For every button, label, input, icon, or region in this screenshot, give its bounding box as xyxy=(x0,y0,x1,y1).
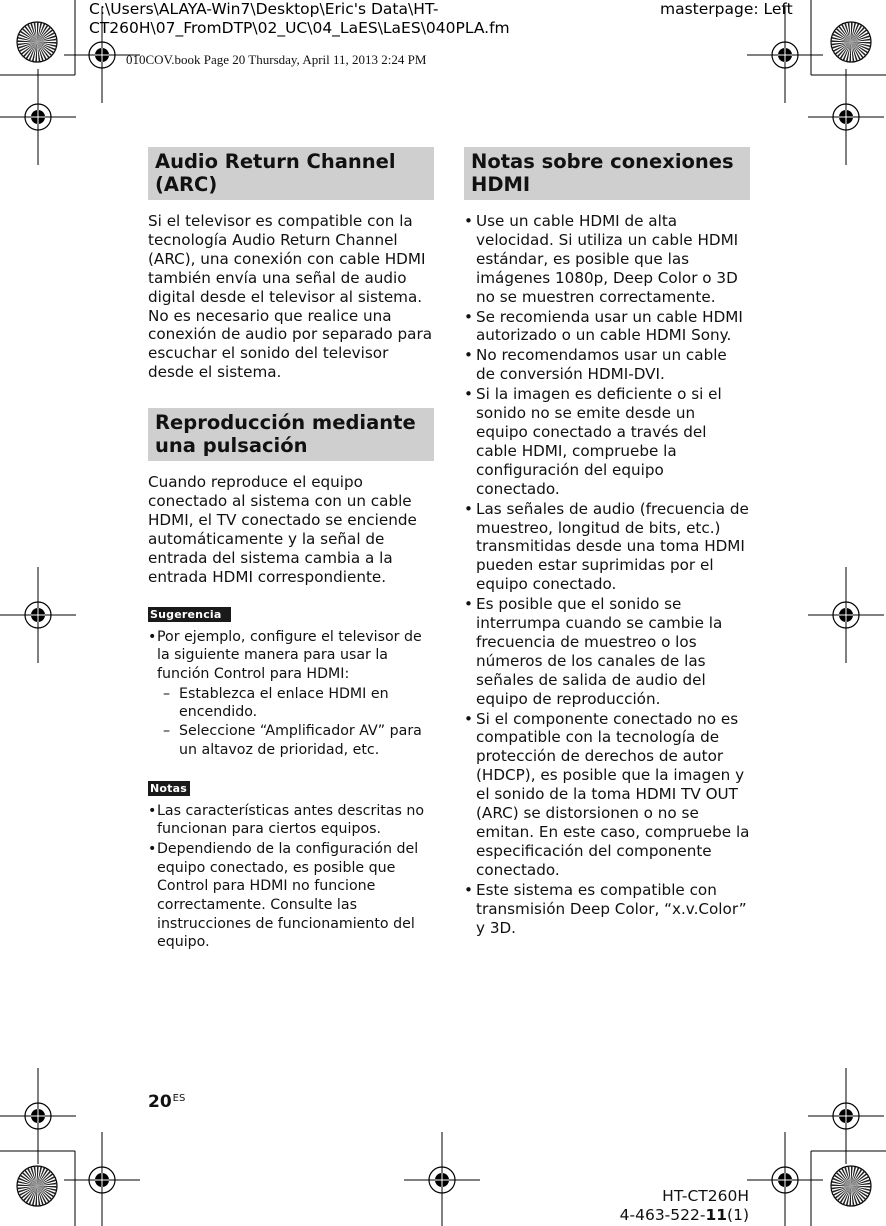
crosshair-mark-icon xyxy=(808,567,884,663)
list-item: • Este sistema es compatible con transmisión Deep Color, “x.v.Color” y 3D. xyxy=(464,881,750,938)
list-item: – Establezca el enlace HDMI en encendido. xyxy=(163,685,434,722)
list-item: • Dependiendo de la configuración del equipo conectado, es posible que Control para HDMI no funcione correctamente. Consulte las instrucciones de funcionamiento del equipo. xyxy=(148,840,434,952)
list-item: • Si el componente conectado no es compatible con la tecnología de protección de derechos de autor (HDCP), es posible que la imagen y el sonido de la toma HDMI TV OUT (ARC) se distorsionen o no se emitan. En este caso, compruebe la especificación del componente conectado. xyxy=(464,710,750,880)
left-column xyxy=(148,147,434,953)
list-item: • Se recomienda usar un cable HDMI autorizado o un cable HDMI Sony. xyxy=(464,308,750,346)
arc-heading: Audio Return Channel (ARC) xyxy=(148,147,434,200)
crosshair-mark-icon xyxy=(64,1132,140,1226)
part-number-prefix: 4-463-522- xyxy=(619,1206,706,1224)
model-info xyxy=(620,1187,749,1225)
part-number-revision: 11 xyxy=(705,1206,728,1224)
crosshair-mark-icon xyxy=(404,1132,480,1226)
file-path-header: C:\Users\ALAYA-Win7\Desktop\Eric's Data\HT-CT260H\07_FromDTP\02_UC\04_LaES\LaES\040PLA.fm xyxy=(89,0,510,37)
list-item: • Es posible que el sonido se interrumpa cuando se cambie la frecuencia de muestreo o los números de los canales de las señales de salida de audio del equipo de reproducción. xyxy=(464,595,750,708)
sugerencia-tag: Sugerencia xyxy=(148,607,231,622)
sugerencia-list xyxy=(148,628,434,760)
crosshair-mark-icon xyxy=(747,1132,823,1226)
one-touch-heading: Reproducción mediante una pulsación xyxy=(148,408,434,461)
sugerencia-sublist xyxy=(163,685,434,760)
arc-paragraph: Si el televisor es compatible con la tecnología Audio Return Channel (ARC), una conexión con cable HDMI también envía una señal de audio digital desde el televisor al sistema. No es necesario que realice una conexión de audio por separado para escuchar el sonido del televisor desde el sistema. xyxy=(148,212,433,382)
list-item: • Use un cable HDMI de alta velocidad. Si utiliza un cable HDMI estándar, es posible que las imágenes 1080p, Deep Color o 3D no se muestren correctamente. xyxy=(464,212,750,307)
list-item: – Seleccione “Amplificador AV” para un altavoz de prioridad, etc. xyxy=(163,722,434,759)
crosshair-mark-icon xyxy=(0,69,76,165)
hdmi-notes-list xyxy=(464,212,750,937)
list-item: • Las señales de audio (frecuencia de muestreo, longitud de bits, etc.) transmitidas desde una toma HDMI pueden estar suprimidas por el equipo conectado. xyxy=(464,500,750,595)
masterpage-label: masterpage: Left xyxy=(660,0,793,18)
crosshair-mark-icon xyxy=(808,69,884,165)
list-item xyxy=(148,628,434,760)
page-number xyxy=(148,1092,185,1112)
right-column xyxy=(464,147,750,938)
sugerencia-text: Por ejemplo, configure el televisor de la siguiente manera para usar la función Control para HDMI: xyxy=(157,628,422,682)
part-number xyxy=(620,1206,749,1225)
crosshair-mark-icon xyxy=(0,567,76,663)
notas-list xyxy=(148,802,434,953)
one-touch-paragraph: Cuando reproduce el equipo conectado al sistema con un cable HDMI, el TV conectado se enciende automáticamente y la señal de entrada del sistema cambia a la entrada HDMI correspondiente. xyxy=(148,473,417,586)
list-item: • No recomendamos usar un cable de conversión HDMI-DVI. xyxy=(464,346,750,384)
part-number-suffix: (1) xyxy=(727,1206,749,1224)
notas-tag: Notas xyxy=(148,781,190,796)
book-info-line: 010COV.book Page 20 Thursday, April 11, 2013 2:24 PM xyxy=(126,52,427,67)
page-number-value: 20 xyxy=(148,1092,172,1112)
crosshair-mark-icon xyxy=(808,1068,884,1164)
hdmi-notes-heading: Notas sobre conexiones HDMI xyxy=(464,147,750,200)
page-number-suffix: ES xyxy=(172,1093,186,1104)
crosshair-mark-icon xyxy=(0,1068,76,1164)
list-item: • Si la imagen es deficiente o si el sonido no se emite desde un equipo conectado a través del cable HDMI, compruebe la configuración del equipo conectado. xyxy=(464,385,750,498)
model-name: HT-CT260H xyxy=(662,1187,749,1205)
list-item: • Las características antes descritas no funcionan para ciertos equipos. xyxy=(148,802,434,839)
crosshair-mark-icon xyxy=(747,7,823,103)
